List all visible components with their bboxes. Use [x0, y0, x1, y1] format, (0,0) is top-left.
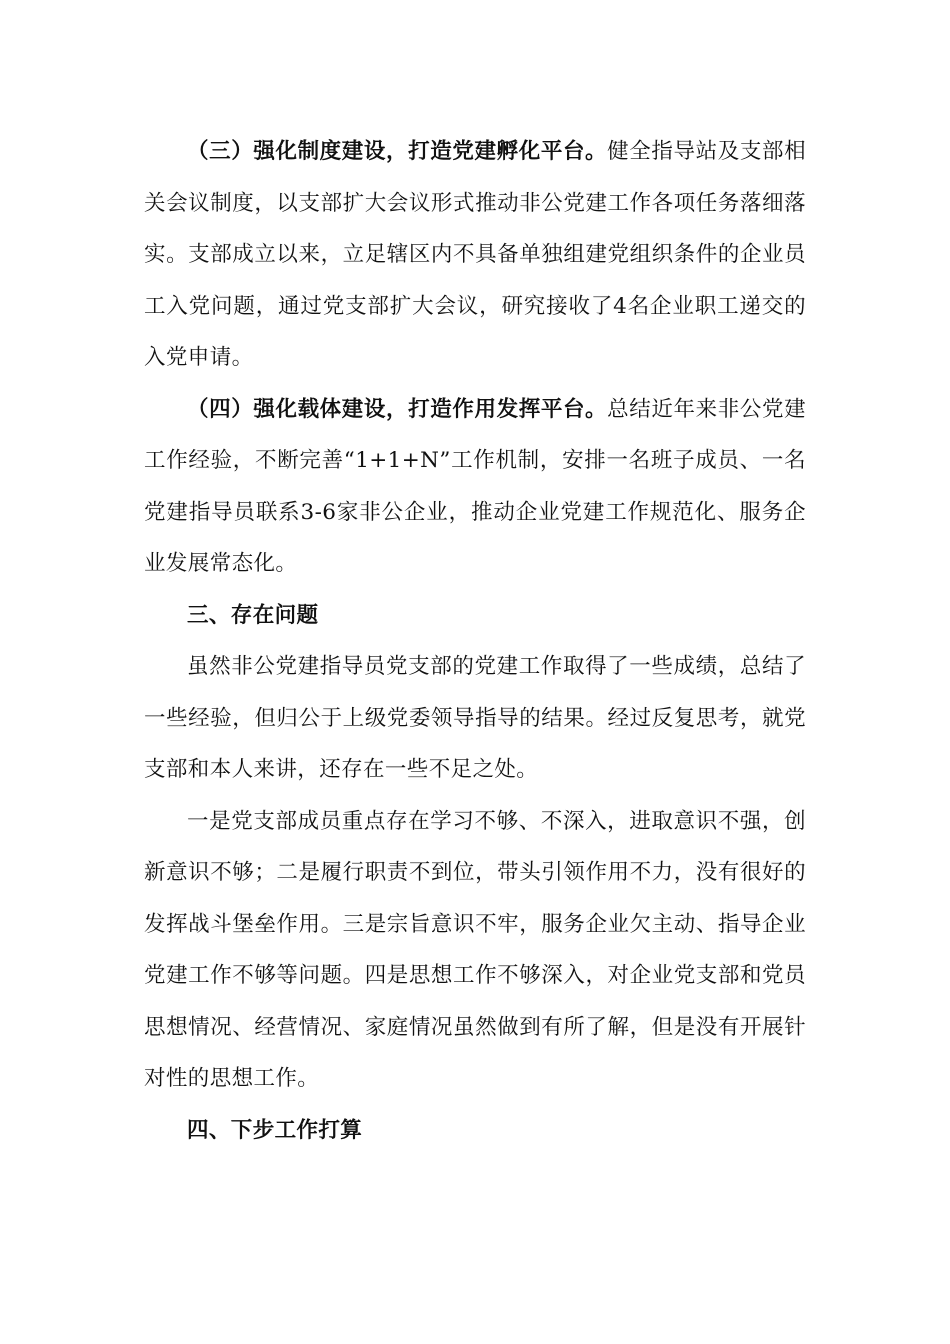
- paragraph-carrier-building: [144, 384, 806, 590]
- paragraph-problem-intro: 虽然非公党建指导员党支部的党建工作取得了一些成绩，总结了一些经验，但归公于上级党委领导指导的结果。经过反复思考，就党支部和本人来讲，还存在一些不足之处。: [144, 654, 806, 782]
- paragraph-lead: （四）强化载体建设，打造作用发挥平台。: [187, 396, 608, 422]
- section-heading-problems: 三、存在问题: [187, 602, 319, 628]
- paragraph-body: 总结近年来非公党建工作经验，不断完善“1+1+N”工作机制，安排一名班子成员、一名党建指导员联系3-6家非公企业，推动企业党建工作规范化、服务企业发展常态化。: [144, 396, 806, 576]
- paragraph-problem-detail: 一是党支部成员重点存在学习不够、不深入，进取意识不强，创新意识不够；二是履行职责不到位，带头引领作用不力，没有很好的发挥战斗堡垒作用。三是宗旨意识不牢，服务企业欠主动、指导企业党建工作不够等问题。四是思想工作不够深入，对企业党支部和党员思想情况、经营情况、家庭情况虽然做到有所了解，但是没有开展针对性的思想工作。: [144, 808, 806, 1091]
- paragraph-body: 健全指导站及支部相关会议制度，以支部扩大会议形式推动非公党建工作各项任务落细落实。支部成立以来，立足辖区内不具备单独组建党组织条件的企业员工入党问题，通过党支部扩大会议，研究接收了4名企业职工递交的入党申请。: [144, 139, 806, 370]
- paragraph-system-building: [144, 126, 806, 384]
- paragraph-lead: （三）强化制度建设，打造党建孵化平台。: [187, 139, 608, 164]
- section-heading-next-steps: 四、下步工作打算: [187, 1117, 363, 1143]
- document-page: [144, 126, 806, 1156]
